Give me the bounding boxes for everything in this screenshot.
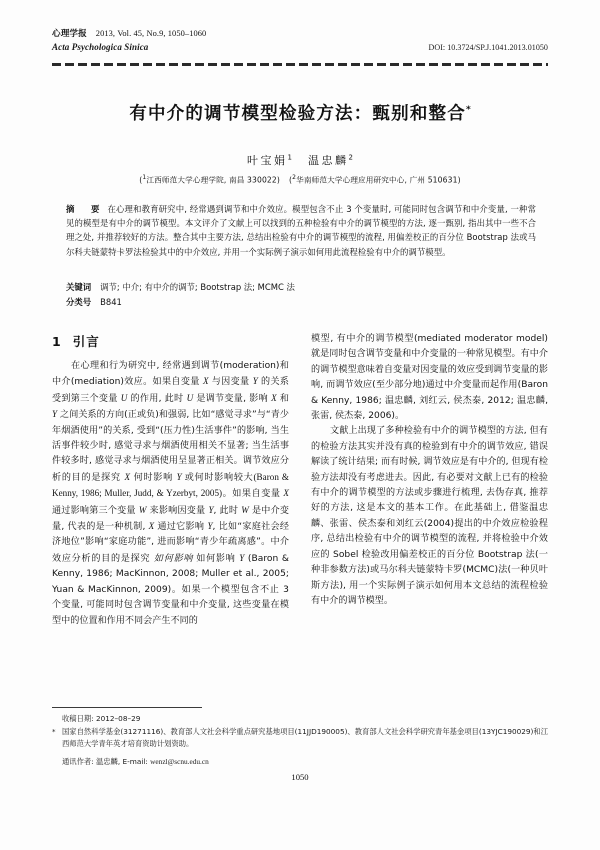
received-date: 收稿日期: 2012–08–29 xyxy=(62,714,141,723)
text-run: , 此时 xyxy=(213,505,242,516)
var-y: Y xyxy=(252,376,258,387)
citation-run: 或何时影响较大(Baron & Kenny, 1986; Muller, Judd, & Yzerbyt, 2005)。如果自变量 xyxy=(52,471,289,499)
text-run: 与因变量 xyxy=(208,377,253,388)
corresponding-email[interactable]: wenzl@scnu.edu.cn xyxy=(150,756,209,766)
masthead-divider xyxy=(52,63,548,66)
footnote-divider xyxy=(52,707,202,708)
page-title xyxy=(52,100,548,125)
var-x: X xyxy=(283,488,289,499)
abstract-label: 摘 要 xyxy=(66,204,104,214)
author-list xyxy=(52,152,548,168)
body-columns xyxy=(52,332,548,702)
text-run: 如何影响 xyxy=(196,553,240,564)
title-footnote-marker: * xyxy=(465,105,471,116)
author-name-2: 温忠麟 xyxy=(308,154,349,167)
classification-value: B841 xyxy=(100,296,122,307)
affiliation-text-2: 华南师范大学心理应用研究中心, 广州 510631) xyxy=(296,175,461,185)
affiliation-marker-1: 1 xyxy=(142,174,147,181)
text-run: 和 xyxy=(276,393,289,404)
var-x: X xyxy=(148,521,155,532)
author-name-1: 叶宝娟 xyxy=(247,154,288,167)
corresponding-label: 通讯作者: 温忠麟, E-mail: xyxy=(62,756,151,766)
funding-text: 国家自然科学基金(31271116)、教育部人文社会科学重点研究基地项目(11JJD190005)、教育部人文社会科学研究青年基金项目(13YJC190029)和江西师范大学青年英才培育资助计划资助。 xyxy=(62,726,548,749)
var-u: U xyxy=(120,392,128,403)
masthead-line-2 xyxy=(52,42,548,52)
var-x: X xyxy=(271,392,277,403)
affiliation-text-1: 江西师范大学心理学院, 南昌 330022) xyxy=(146,175,281,185)
affiliation-list xyxy=(52,174,548,186)
text-run: 来影响因变量 xyxy=(146,505,209,516)
journal-issue-info: 2013, Vol. 45, No.9, 1050–1060 xyxy=(95,29,207,38)
journal-name-cn: 心理学报 xyxy=(52,29,87,39)
text-run: , 比如“家庭社会经济地位”影响“家庭功能”, 进而影响“青少年疏离感”。中介效应分析的目的是探究 xyxy=(52,522,290,564)
text-run: 何时影响 xyxy=(130,472,177,483)
paragraph-intro xyxy=(52,359,289,629)
column-right xyxy=(311,332,548,702)
var-x: X xyxy=(124,471,131,482)
var-y: Y xyxy=(176,471,182,482)
footnote-star-marker: * xyxy=(52,728,56,737)
keywords-row xyxy=(66,280,536,295)
text-run: 的关系受到第三个变量 xyxy=(52,377,289,404)
abstract-block xyxy=(66,202,536,259)
var-u: U xyxy=(186,392,194,403)
funding-note xyxy=(52,726,548,751)
author-affiliation-marker-1: 1 xyxy=(287,153,292,162)
author-affiliation-marker-2: 2 xyxy=(348,153,353,162)
keywords-text: 调节; 中介; 有中介的调节; Bootstrap 法; MCMC 法 xyxy=(100,282,295,292)
footnote-block xyxy=(52,713,548,768)
var-x: 如何影响 xyxy=(153,552,197,563)
paragraph-motivation: 文献上出现了多种检验有中介的调节模型的方法, 但有的检验方法其实并没有真的检验到有中介的调节效应, 错误解读了统计结果; 而有时候, 调节效应是有中介的, 但现有检验方法却没有考虑进去。因此, 有必要对文献上已有的检验有中介的调节模型的方法或步骤进行梳理, 去伪存真, 推荐好的方法, 这是本文的基本工作。在此基础上, 借鉴温忠麟、张雷、侯杰泰和刘红云(2004)提出的中介效应检验程序, 总结出检验有中介的调节模型的流程, 并将检验中介效应的 Sobel 检验改用偏差校正的百分位 Bootstrap 法(一种非参数方法)或马尔科夫链蒙特卡罗(MCMC)法(一种贝叶斯方法), 用一个实际例子演示如何用本文总结的流程检验有中介的调节模型。 xyxy=(311,426,548,606)
classification-row xyxy=(66,295,536,310)
var-w: W xyxy=(241,504,249,515)
text-run: 之间关系的方向(正或负)和强弱, 比如“感觉寻求”与“青少年烟酒使用”的关系, 受到“(压力性)生活事件”的影响, 当生活事件较少时, 感觉寻求与烟酒使用相关不显著; 当生活事件较多时, 感觉寻求与烟酒使用呈显著正相关。调节效应分析的目的是探究 xyxy=(52,410,289,483)
doi-text: DOI: 10.3724/SP.J.1041.2013.01050 xyxy=(428,43,548,52)
var-w: W xyxy=(138,504,147,515)
masthead-line-1 xyxy=(52,27,548,39)
text-run: 通过它影响 xyxy=(154,522,208,533)
text-run: 通过影响第三个变量 xyxy=(52,505,139,516)
section-heading xyxy=(52,332,289,350)
citation-run: (Baron & Kenny, 1986; MacKinnon, 2008; Muller et al., 2005; Yuan & MacKinnon, 2009)。如果一个模型包含不止 3 个变量, 可能同时包含调节变量和中介变量, 这些变量在模型中的位置和作用不同会产生不同的 xyxy=(52,553,289,626)
text-run: 在心理和行为研究中, 经常遇到调节(moderation)和中介(mediation)效应。如果自变量 xyxy=(52,361,289,388)
var-x: X xyxy=(202,376,209,387)
journal-masthead xyxy=(52,27,548,52)
var-y: Y xyxy=(239,552,245,563)
classification-label: 分类号 xyxy=(66,296,92,307)
corresponding-author-note xyxy=(62,756,548,769)
text-run: 是中介变量, 代表的是一种机制, xyxy=(52,505,289,533)
section-title: 引言 xyxy=(72,334,100,349)
var-y: Y xyxy=(208,504,214,515)
keywords-label: 关键词 xyxy=(66,282,92,292)
text-run: 是调节变量, 影响 xyxy=(193,393,272,404)
affiliation-open-paren-2: ( xyxy=(289,175,293,185)
var-y: Y xyxy=(207,521,213,532)
title-text: 有中介的调节模型检验方法：甄别和整合 xyxy=(129,104,466,124)
column-left xyxy=(52,332,289,702)
var-y: Y xyxy=(52,409,58,420)
section-number: 1 xyxy=(52,334,62,349)
page-number: 1050 xyxy=(291,772,309,782)
affiliation-open-paren-1: ( xyxy=(139,175,143,185)
journal-name-en: Acta Psychologica Sinica xyxy=(52,42,149,52)
affiliation-marker-2: 2 xyxy=(292,174,297,181)
keywords-block xyxy=(66,280,536,309)
abstract-text: 在心理和教育研究中, 经常遇到调节和中介效应。模型包含不止 3 个变量时, 可能同时包含调节和中介变量, 一种常见的模型是有中介的调节模型。本文评介了文献上可以找到的五种检验有中介的调节模型的方法, 逐一甄别, 指出其中一些不合理之处, 并推荐较好的方法。整合其中主要方法, 总结出检验有中介的调节模型的流程, 用偏差校正的百分位 Bootstrap 法或马尔科夫链蒙特卡罗法检验其中的中介效应, 并用一个实际例子演示如何用此流程检验有中介的调节模型。 xyxy=(66,204,537,257)
abstract-paragraph xyxy=(66,202,536,259)
text-run: 的作用, 此时 xyxy=(127,393,187,404)
paragraph-continued: 模型, 有中介的调节模型(mediated moderator model)就是同时包含调节变量和中介变量的一种常见模型。有中介的调节模型意味着自变量对因变量的效应受到调节变量的影响, 而调节效应(至少部分地)通过中介变量而起作用(Baron & Kenny, 1986; 温忠麟, 刘红云, 侯杰泰, 2012; 温忠麟, 张雷, 侯杰泰, 2006)。 xyxy=(311,334,548,422)
